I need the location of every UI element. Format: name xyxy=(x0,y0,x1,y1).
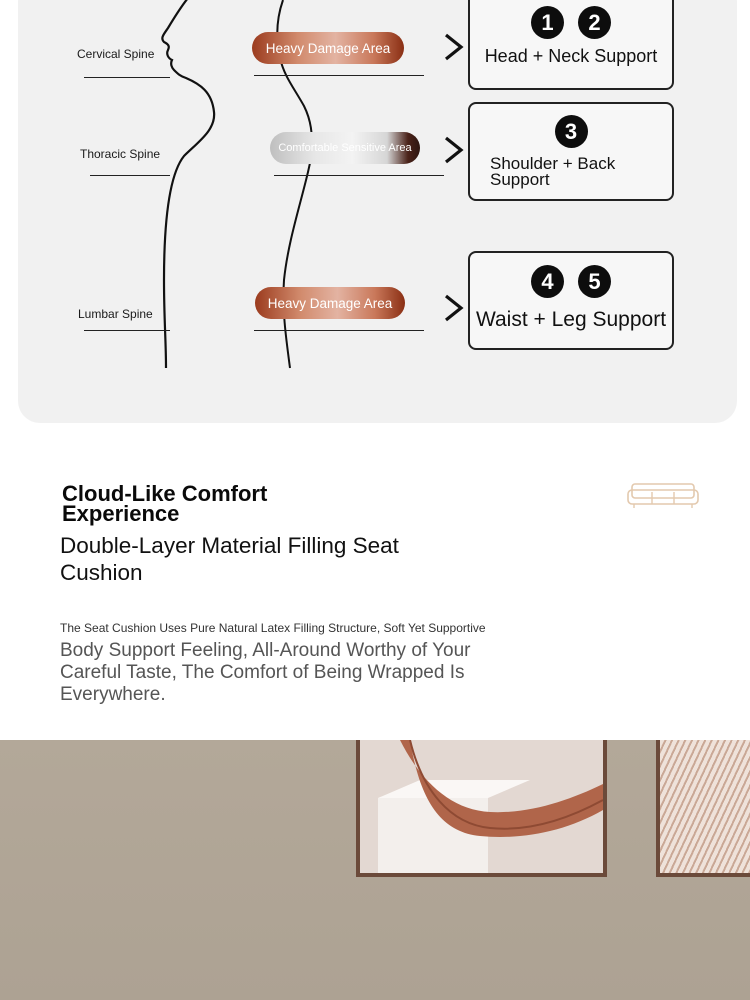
support-text: Head + Neck Support xyxy=(484,46,658,66)
support-numbers xyxy=(470,115,672,148)
chevron-right-icon xyxy=(442,293,466,323)
chevron-right-icon xyxy=(442,32,466,62)
support-numbers xyxy=(470,265,672,298)
number-badge: 3 xyxy=(555,115,588,148)
chevron-right-icon xyxy=(442,135,466,165)
area-underline xyxy=(274,175,444,176)
area-pill-cervical: Heavy Damage Area xyxy=(252,32,404,64)
feature-subheading: Double-Layer Material Filling Seat Cushion xyxy=(60,533,399,585)
region-underline xyxy=(90,175,170,176)
art-ribbon-shape xyxy=(360,740,603,873)
area-underline xyxy=(254,75,424,76)
feature-body: Body Support Feeling, All-Around Worthy of Your Careful Taste, The Comfort of Being Wrapped Is Everywhere. xyxy=(60,640,471,705)
region-underline xyxy=(84,77,170,78)
support-box-head-neck xyxy=(468,0,674,90)
wall-art-abstract xyxy=(360,740,603,873)
region-label-cervical: Cervical Spine xyxy=(77,47,155,61)
number-badge: 1 xyxy=(531,6,564,39)
feature-heading: Cloud-Like Comfort Experience xyxy=(62,481,268,526)
feature-small-line: The Seat Cushion Uses Pure Natural Latex Filling Structure, Soft Yet Supportive xyxy=(60,621,486,635)
support-text: Shoulder + Back Support xyxy=(490,154,616,189)
wall-art-frame xyxy=(356,740,607,877)
spine-diagram-panel xyxy=(18,0,737,423)
support-numbers xyxy=(470,6,672,39)
number-badge: 5 xyxy=(578,265,611,298)
room-photo xyxy=(0,740,750,1000)
body-profile-line xyxy=(162,0,214,368)
region-underline xyxy=(84,330,170,331)
sofa-icon xyxy=(626,480,700,510)
wall-art-pattern xyxy=(660,740,750,873)
wall-art-frame xyxy=(656,740,750,877)
region-label-lumbar: Lumbar Spine xyxy=(78,307,153,321)
support-box-waist-leg xyxy=(468,251,674,350)
number-badge: 2 xyxy=(578,6,611,39)
area-pill-thoracic: Comfortable Sensitive Area xyxy=(270,132,420,164)
area-pill-lumbar: Heavy Damage Area xyxy=(255,287,405,319)
support-text: Waist + Leg Support xyxy=(475,308,667,331)
area-underline xyxy=(254,330,424,331)
number-badge: 4 xyxy=(531,265,564,298)
region-label-thoracic: Thoracic Spine xyxy=(80,147,161,161)
support-box-shoulder-back xyxy=(468,102,674,201)
